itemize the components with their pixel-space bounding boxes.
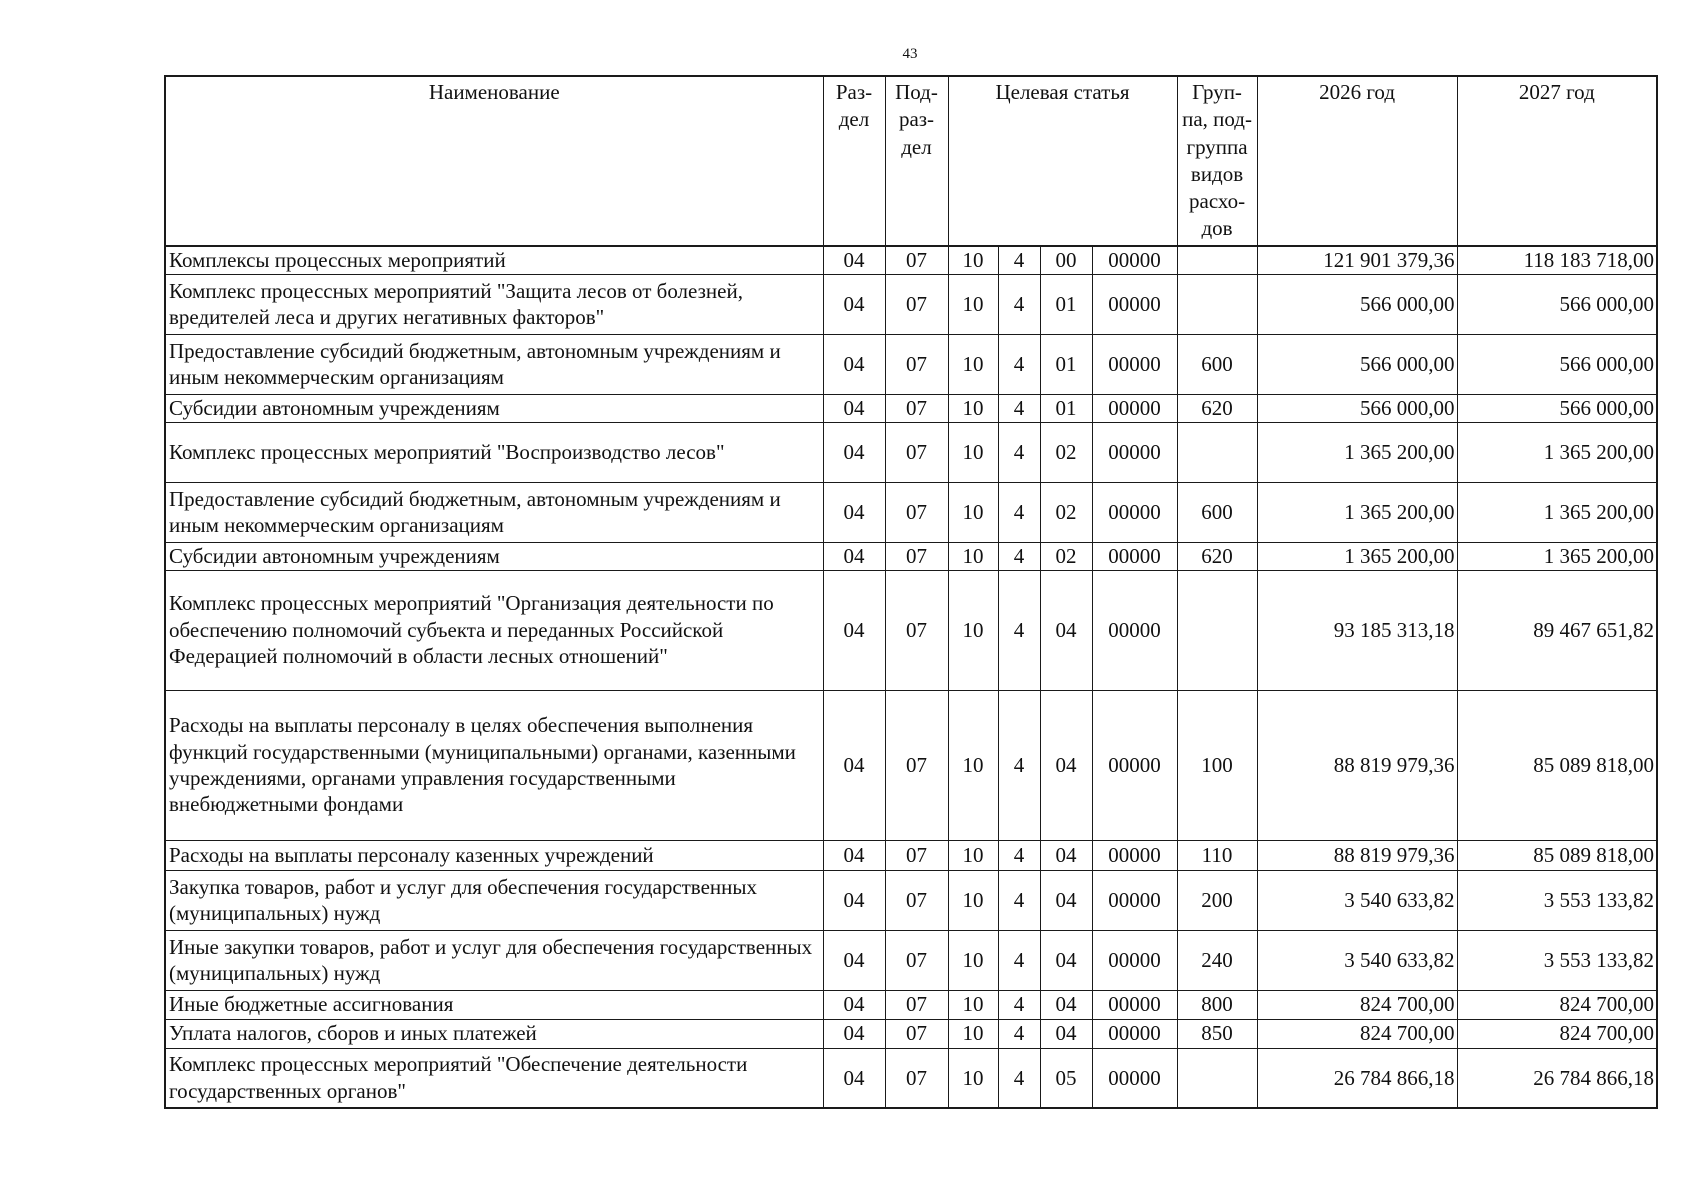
row-podrazdel: 07: [885, 422, 948, 482]
row-name: Комплекс процессных мероприятий "Воспроизводство лесов": [165, 422, 823, 482]
header-expense-group: Груп- па, под- группа видов расхо- дов: [1177, 76, 1257, 246]
row-razdel: 04: [823, 990, 885, 1019]
row-target-direction: 00000: [1092, 334, 1177, 394]
row-amount-2026: 93 185 313,18: [1257, 570, 1457, 690]
row-amount-2026: 88 819 979,36: [1257, 690, 1457, 840]
row-target-complex: 02: [1040, 482, 1092, 542]
row-amount-2027: 85 089 818,00: [1457, 840, 1657, 870]
row-razdel: 04: [823, 930, 885, 990]
row-amount-2026: 824 700,00: [1257, 1019, 1457, 1048]
row-amount-2027: 566 000,00: [1457, 394, 1657, 422]
row-target-complex: 01: [1040, 394, 1092, 422]
row-amount-2027: 118 183 718,00: [1457, 246, 1657, 274]
row-name: Уплата налогов, сборов и иных платежей: [165, 1019, 823, 1048]
table-row: [165, 1048, 1657, 1108]
table-row: [165, 570, 1657, 690]
row-target-direction: 00000: [1092, 930, 1177, 990]
row-target-direction: 00000: [1092, 246, 1177, 274]
row-target-program: 10: [948, 422, 998, 482]
row-target-type: 4: [998, 482, 1040, 542]
row-target-complex: 04: [1040, 990, 1092, 1019]
row-podrazdel: 07: [885, 334, 948, 394]
row-expense-group: 800: [1177, 990, 1257, 1019]
row-target-program: 10: [948, 870, 998, 930]
row-target-direction: 00000: [1092, 1019, 1177, 1048]
row-expense-group: [1177, 274, 1257, 334]
row-target-program: 10: [948, 930, 998, 990]
row-name: Предоставление субсидий бюджетным, автономным учреждениям и иным некоммерческим организациям: [165, 482, 823, 542]
table-row: [165, 394, 1657, 422]
row-razdel: 04: [823, 246, 885, 274]
row-target-direction: 00000: [1092, 274, 1177, 334]
row-podrazdel: 07: [885, 394, 948, 422]
row-target-direction: 00000: [1092, 570, 1177, 690]
row-razdel: 04: [823, 422, 885, 482]
row-name: Субсидии автономным учреждениям: [165, 542, 823, 570]
row-amount-2026: 26 784 866,18: [1257, 1048, 1457, 1108]
row-razdel: 04: [823, 870, 885, 930]
row-podrazdel: 07: [885, 990, 948, 1019]
row-podrazdel: 07: [885, 570, 948, 690]
row-target-complex: 01: [1040, 334, 1092, 394]
row-target-type: 4: [998, 542, 1040, 570]
table-row: [165, 542, 1657, 570]
row-amount-2027: 3 553 133,82: [1457, 870, 1657, 930]
row-target-complex: 04: [1040, 870, 1092, 930]
row-target-complex: 02: [1040, 542, 1092, 570]
row-target-program: 10: [948, 840, 998, 870]
row-amount-2026: 566 000,00: [1257, 274, 1457, 334]
row-target-direction: 00000: [1092, 690, 1177, 840]
row-amount-2027: 1 365 200,00: [1457, 482, 1657, 542]
header-name: Наименование: [165, 76, 823, 246]
row-razdel: 04: [823, 394, 885, 422]
row-podrazdel: 07: [885, 1019, 948, 1048]
row-podrazdel: 07: [885, 274, 948, 334]
table-row: [165, 246, 1657, 274]
row-amount-2026: 3 540 633,82: [1257, 930, 1457, 990]
row-target-direction: 00000: [1092, 840, 1177, 870]
row-target-complex: 00: [1040, 246, 1092, 274]
row-target-direction: 00000: [1092, 482, 1177, 542]
row-podrazdel: 07: [885, 840, 948, 870]
row-razdel: 04: [823, 1019, 885, 1048]
row-amount-2026: 3 540 633,82: [1257, 870, 1457, 930]
row-expense-group: 100: [1177, 690, 1257, 840]
row-name: Расходы на выплаты персоналу в целях обеспечения выполнения функций государственными (муниципальными) органами, казенными учреждениями, органами управления государственными внебюджетными фондами: [165, 690, 823, 840]
row-expense-group: [1177, 570, 1257, 690]
header-year-2027: 2027 год: [1457, 76, 1657, 246]
row-target-program: 10: [948, 542, 998, 570]
row-expense-group: 240: [1177, 930, 1257, 990]
row-name: Закупка товаров, работ и услуг для обеспечения государственных (муниципальных) нужд: [165, 870, 823, 930]
row-target-direction: 00000: [1092, 870, 1177, 930]
row-amount-2026: 566 000,00: [1257, 334, 1457, 394]
row-target-program: 10: [948, 334, 998, 394]
row-name: Субсидии автономным учреждениям: [165, 394, 823, 422]
row-amount-2026: 824 700,00: [1257, 990, 1457, 1019]
header-podrazdel: Под- раз- дел: [885, 76, 948, 246]
row-target-complex: 01: [1040, 274, 1092, 334]
row-target-complex: 04: [1040, 930, 1092, 990]
row-podrazdel: 07: [885, 870, 948, 930]
row-razdel: 04: [823, 542, 885, 570]
row-target-type: 4: [998, 570, 1040, 690]
row-target-type: 4: [998, 422, 1040, 482]
row-target-direction: 00000: [1092, 990, 1177, 1019]
row-target-program: 10: [948, 482, 998, 542]
table-row: [165, 334, 1657, 394]
row-target-type: 4: [998, 690, 1040, 840]
row-amount-2027: 566 000,00: [1457, 334, 1657, 394]
row-razdel: 04: [823, 334, 885, 394]
row-expense-group: [1177, 1048, 1257, 1108]
row-amount-2026: 566 000,00: [1257, 394, 1457, 422]
row-name: Комплексы процессных мероприятий: [165, 246, 823, 274]
row-name: Предоставление субсидий бюджетным, автономным учреждениям и иным некоммерческим организациям: [165, 334, 823, 394]
row-podrazdel: 07: [885, 930, 948, 990]
row-name: Иные бюджетные ассигнования: [165, 990, 823, 1019]
row-razdel: 04: [823, 482, 885, 542]
row-expense-group: [1177, 246, 1257, 274]
row-target-program: 10: [948, 690, 998, 840]
table-row: [165, 422, 1657, 482]
row-target-program: 10: [948, 1019, 998, 1048]
row-amount-2026: 88 819 979,36: [1257, 840, 1457, 870]
row-amount-2027: 85 089 818,00: [1457, 690, 1657, 840]
page-number: 43: [902, 46, 918, 62]
row-target-complex: 04: [1040, 1019, 1092, 1048]
row-target-type: 4: [998, 840, 1040, 870]
row-target-direction: 00000: [1092, 542, 1177, 570]
row-target-type: 4: [998, 1019, 1040, 1048]
header-year-2026: 2026 год: [1257, 76, 1457, 246]
header-target-article: Целевая статья: [948, 76, 1177, 246]
row-target-program: 10: [948, 570, 998, 690]
row-razdel: 04: [823, 840, 885, 870]
row-razdel: 04: [823, 1048, 885, 1108]
table-row: [165, 274, 1657, 334]
row-name: Расходы на выплаты персоналу казенных учреждений: [165, 840, 823, 870]
row-amount-2027: 824 700,00: [1457, 1019, 1657, 1048]
row-podrazdel: 07: [885, 246, 948, 274]
row-amount-2027: 89 467 651,82: [1457, 570, 1657, 690]
row-name: Комплекс процессных мероприятий "Организация деятельности по обеспечению полномочий субъекта и переданных Российской Федерацией полномочий в области лесных отношений": [165, 570, 823, 690]
row-target-complex: 04: [1040, 570, 1092, 690]
row-target-program: 10: [948, 990, 998, 1019]
row-podrazdel: 07: [885, 482, 948, 542]
row-expense-group: 620: [1177, 394, 1257, 422]
row-expense-group: 600: [1177, 334, 1257, 394]
row-podrazdel: 07: [885, 542, 948, 570]
row-expense-group: [1177, 422, 1257, 482]
row-name: Комплекс процессных мероприятий "Защита лесов от болезней, вредителей леса и других негативных факторов": [165, 274, 823, 334]
row-name: Комплекс процессных мероприятий "Обеспечение деятельности государственных органов": [165, 1048, 823, 1108]
row-target-program: 10: [948, 394, 998, 422]
row-target-direction: 00000: [1092, 394, 1177, 422]
row-amount-2027: 3 553 133,82: [1457, 930, 1657, 990]
row-target-type: 4: [998, 274, 1040, 334]
table-row: [165, 930, 1657, 990]
header-razdel: Раз- дел: [823, 76, 885, 246]
row-target-complex: 02: [1040, 422, 1092, 482]
row-expense-group: 200: [1177, 870, 1257, 930]
row-target-program: 10: [948, 274, 998, 334]
row-target-direction: 00000: [1092, 422, 1177, 482]
row-expense-group: 600: [1177, 482, 1257, 542]
row-razdel: 04: [823, 690, 885, 840]
row-expense-group: 110: [1177, 840, 1257, 870]
row-target-direction: 00000: [1092, 1048, 1177, 1108]
row-target-type: 4: [998, 1048, 1040, 1108]
row-amount-2027: 26 784 866,18: [1457, 1048, 1657, 1108]
row-target-type: 4: [998, 930, 1040, 990]
table-row: [165, 990, 1657, 1019]
row-target-complex: 05: [1040, 1048, 1092, 1108]
row-amount-2026: 1 365 200,00: [1257, 482, 1457, 542]
row-target-type: 4: [998, 870, 1040, 930]
table-row: [165, 870, 1657, 930]
row-target-program: 10: [948, 246, 998, 274]
row-amount-2027: 1 365 200,00: [1457, 422, 1657, 482]
row-target-type: 4: [998, 990, 1040, 1019]
row-amount-2027: 1 365 200,00: [1457, 542, 1657, 570]
row-expense-group: 850: [1177, 1019, 1257, 1048]
table-row: [165, 840, 1657, 870]
row-razdel: 04: [823, 570, 885, 690]
table-row: [165, 1019, 1657, 1048]
row-amount-2027: 824 700,00: [1457, 990, 1657, 1019]
row-amount-2026: 1 365 200,00: [1257, 542, 1457, 570]
budget-table: [164, 75, 1658, 1109]
row-name: Иные закупки товаров, работ и услуг для обеспечения государственных (муниципальных) нужд: [165, 930, 823, 990]
table-row: [165, 482, 1657, 542]
row-target-type: 4: [998, 246, 1040, 274]
row-target-type: 4: [998, 394, 1040, 422]
row-target-complex: 04: [1040, 690, 1092, 840]
row-target-program: 10: [948, 1048, 998, 1108]
row-podrazdel: 07: [885, 1048, 948, 1108]
row-expense-group: 620: [1177, 542, 1257, 570]
row-amount-2026: 121 901 379,36: [1257, 246, 1457, 274]
row-target-type: 4: [998, 334, 1040, 394]
row-target-complex: 04: [1040, 840, 1092, 870]
row-amount-2026: 1 365 200,00: [1257, 422, 1457, 482]
row-amount-2027: 566 000,00: [1457, 274, 1657, 334]
table-row: [165, 690, 1657, 840]
row-podrazdel: 07: [885, 690, 948, 840]
header-row: [165, 76, 1657, 246]
row-razdel: 04: [823, 274, 885, 334]
